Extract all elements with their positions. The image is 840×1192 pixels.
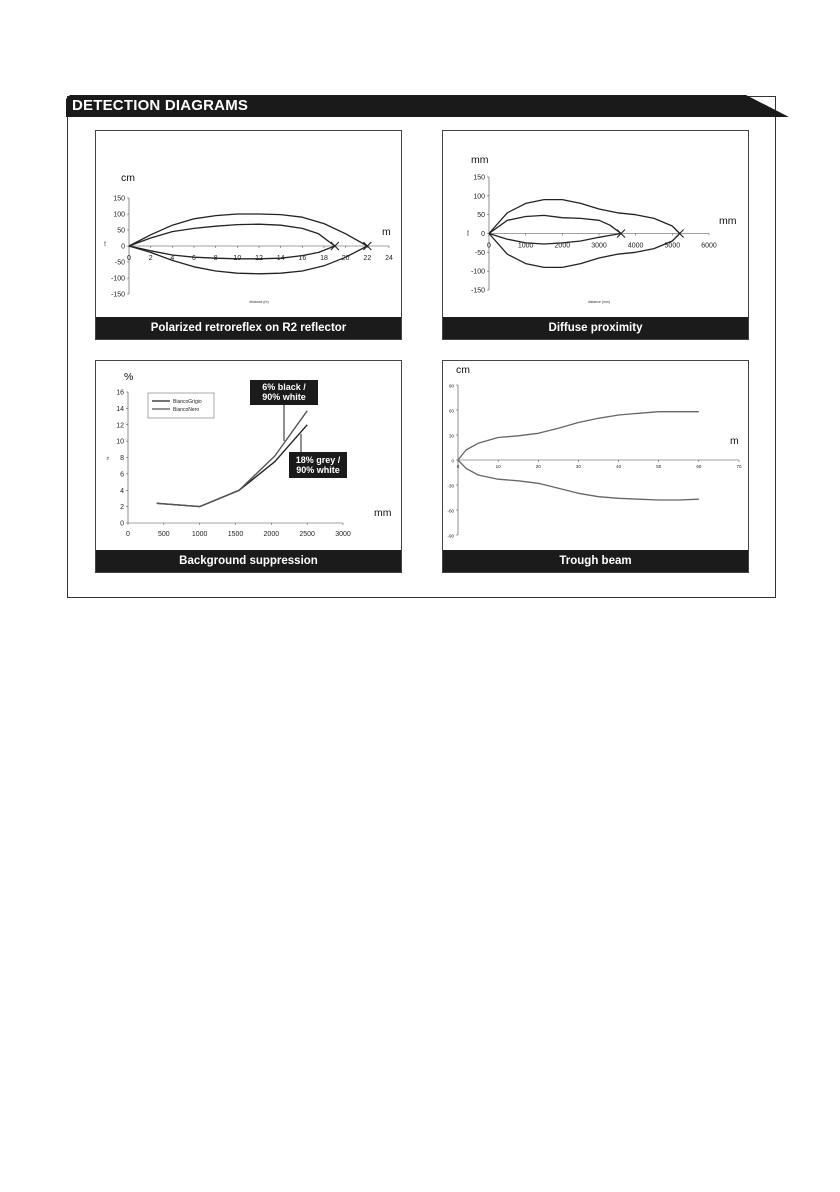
y-tick-label: -150 (110, 291, 125, 299)
x-tick-label: 6 (192, 255, 196, 262)
x-tick-label: 18 (320, 255, 328, 262)
y-unit-label: cm (456, 364, 470, 376)
panel-trough (442, 360, 749, 573)
caption-trough: Trough beam (443, 550, 748, 572)
x-unit-label: mm (719, 215, 737, 227)
x-tick-label: 4000 (627, 242, 644, 250)
x-tick-label: 12 (255, 255, 263, 262)
chart-background (96, 361, 403, 552)
y-tick-label: -100 (470, 268, 485, 276)
series-line-2 (157, 411, 308, 507)
callout-top-line-1: 6% black / (262, 382, 306, 392)
y-tick-label: 16 (116, 389, 124, 397)
y-tick-label: 150 (113, 195, 125, 203)
y-tick-label: 4 (120, 487, 124, 495)
x-axis-title: distance (mm) (587, 300, 611, 304)
x-tick-label: 20 (341, 255, 350, 262)
series-line-1 (157, 425, 308, 507)
y-tick-label: -90 (447, 533, 454, 539)
x-axis-title: distance (m) (249, 300, 269, 304)
x-unit-label: mm (374, 507, 392, 519)
chart-trough (443, 361, 750, 552)
y-tick-label: 8 (120, 455, 124, 462)
x-unit-label: m (730, 435, 739, 447)
y-unit-label: % (124, 371, 134, 383)
y-tick-label: 12 (116, 422, 124, 430)
y-tick-label: 0 (120, 520, 124, 528)
y-axis-title: mm (466, 230, 470, 236)
x-tick-label: 3000 (591, 242, 607, 250)
x-tick-label: 70 (736, 464, 742, 469)
y-unit-label: mm (471, 154, 489, 166)
x-tick-label: 6000 (701, 242, 717, 250)
y-tick-label: 50 (477, 212, 485, 220)
x-tick-label: 2000 (263, 531, 280, 538)
y-tick-label: 0 (481, 231, 485, 238)
panel-diffuse (442, 130, 749, 340)
series-line-3 (489, 215, 621, 233)
y-tick-label: 150 (473, 174, 485, 182)
y-axis-title: % (106, 456, 110, 460)
y-tick-label: 90 (448, 383, 454, 389)
y-axis-title: cm (103, 241, 107, 246)
callout-bottom-line-1: 18% grey / (295, 455, 341, 465)
legend-label-2: BiancoNero (173, 406, 200, 413)
series-line-2 (129, 246, 367, 274)
y-tick-label: 0 (451, 458, 454, 464)
x-tick-label: 30 (575, 464, 581, 469)
y-tick-label: -30 (447, 483, 454, 489)
series-line-1 (458, 412, 699, 460)
y-tick-label: 100 (473, 193, 485, 201)
series-line-2 (489, 234, 680, 268)
x-tick-label: 0 (487, 242, 491, 250)
x-tick-label: 0 (126, 531, 130, 538)
x-tick-label: 1000 (191, 531, 208, 538)
caption-background: Background suppression (96, 550, 401, 572)
y-tick-label: 10 (116, 438, 124, 446)
header-title: DETECTION DIAGRAMS (72, 97, 249, 114)
chart-diffuse (443, 131, 750, 319)
panel-background (95, 360, 402, 573)
x-tick-label: 2000 (554, 242, 571, 250)
x-tick-label: 2 (148, 255, 153, 262)
y-tick-label: 60 (448, 408, 454, 414)
y-tick-label: -60 (447, 508, 454, 514)
x-tick-label: 10 (233, 255, 242, 262)
x-tick-label: 60 (696, 464, 702, 469)
x-tick-label: 20 (535, 464, 541, 469)
x-unit-label: m (382, 226, 391, 238)
x-tick-label: 0 (127, 255, 131, 262)
x-tick-label: 8 (213, 255, 218, 262)
caption-polarized: Polarized retroreflex on R2 reflector (96, 317, 401, 339)
series-line-1 (129, 214, 367, 246)
y-tick-label: 50 (117, 227, 125, 235)
y-tick-label: -50 (114, 259, 125, 267)
series-line-1 (489, 200, 680, 234)
x-tick-label: 1000 (517, 242, 534, 250)
x-tick-label: 3000 (335, 531, 351, 538)
y-tick-label: 0 (121, 243, 125, 251)
chart-polarized (96, 131, 403, 319)
x-tick-label: 1500 (227, 531, 244, 538)
x-tick-label: 4 (170, 255, 175, 262)
callout-top-line-2: 90% white (262, 392, 306, 402)
x-tick-label: 5000 (664, 242, 681, 250)
y-tick-label: -50 (474, 249, 485, 257)
y-tick-label: -100 (110, 275, 125, 283)
caption-diffuse: Diffuse proximity (443, 317, 748, 339)
y-tick-label: 100 (113, 211, 125, 219)
x-tick-label: 40 (616, 464, 622, 469)
x-tick-label: 500 (157, 531, 170, 538)
y-tick-label: 14 (116, 405, 124, 413)
x-tick-label: 0 (456, 464, 460, 469)
x-tick-label: 2500 (299, 531, 315, 538)
panel-polarized (95, 130, 402, 340)
y-tick-label: 6 (120, 471, 124, 479)
x-tick-label: 16 (298, 255, 307, 262)
x-tick-label: 24 (385, 255, 393, 262)
y-tick-label: 2 (120, 504, 124, 512)
legend-label-1: BiancoGrigio (173, 398, 202, 405)
legend-box (148, 393, 214, 418)
callout-bottom-line-2: 90% white (296, 465, 340, 475)
y-tick-label: -150 (470, 287, 485, 295)
x-tick-label: 50 (656, 464, 662, 469)
x-tick-label: 14 (276, 255, 285, 262)
y-tick-label: 30 (448, 433, 454, 439)
series-line-3 (129, 224, 335, 246)
x-tick-label: 10 (495, 464, 501, 469)
x-tick-label: 22 (363, 255, 372, 262)
y-unit-label: cm (121, 172, 135, 184)
